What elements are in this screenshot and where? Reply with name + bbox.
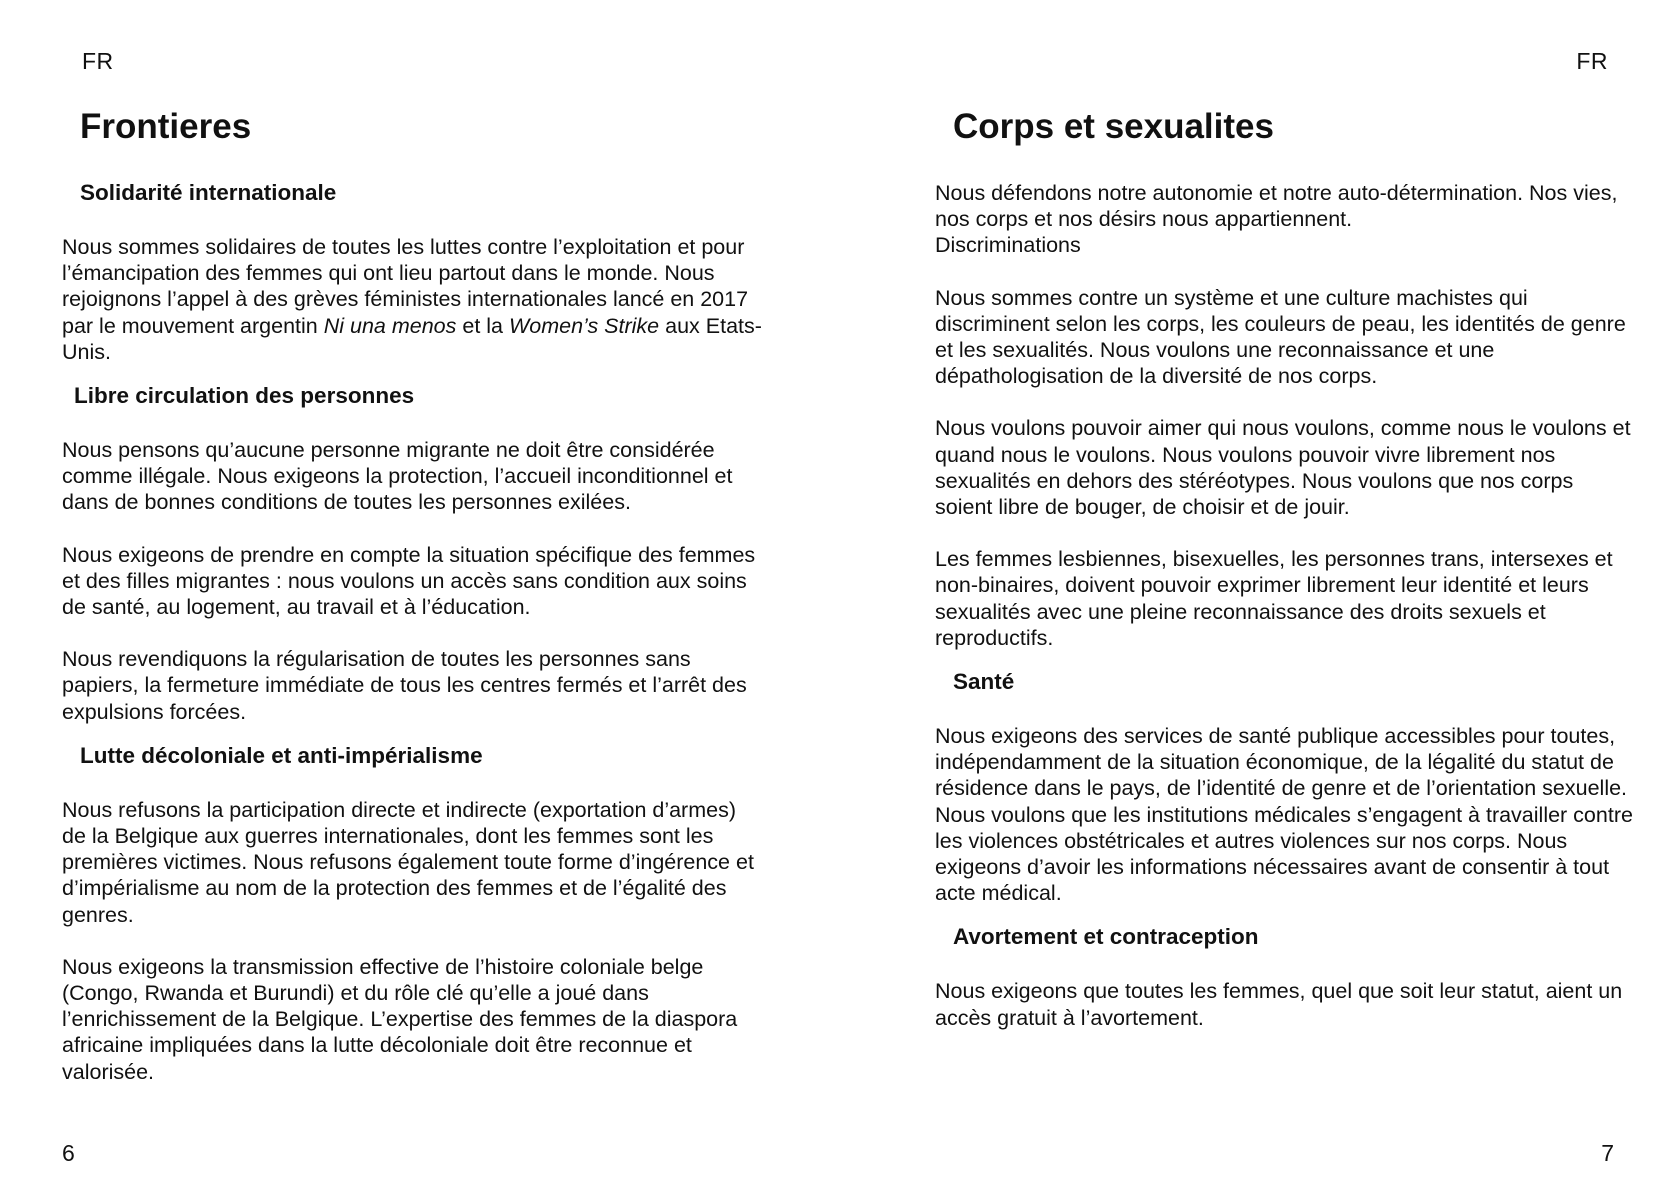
paragraph-discriminations-2: Nous voulons pouvoir aimer qui nous voulons, comme nous le voulons et quand nous le voulons. Nous voulons pouvoir vivre librement nos sexualités en dehors des stéréotypes. Nous voulons que nos corps soient libre de bouger, de choisir et de jouir. (935, 416, 1631, 520)
heading-sante: Santé (953, 669, 1015, 695)
paragraph-decoloniale-2: Nous exigeons la transmission effective de l’histoire coloniale belge (Congo, Rwanda et Burundi) et du rôle clé qu’elle a joué dans l’enrichissement de la Belgique. L’expertise des femmes de la diaspora africaine impliquées dans la lutte décoloniale doit être reconnue et valorisée. (62, 954, 738, 1084)
page-number: 6 (62, 1140, 75, 1166)
page-number: 7 (1601, 1140, 1614, 1166)
inline-heading-discriminations: Discriminations (935, 233, 1081, 258)
heading-solidarite-internationale: Solidarité internationale (80, 180, 337, 205)
heading-libre-circulation: Libre circulation des personnes (74, 383, 415, 409)
paragraph-text: Nous défendons notre autonomie et notre auto-détermination. Nos vies, nos corps et nos désirs nous appartiennent. (935, 181, 1618, 232)
language-label: FR (82, 48, 114, 74)
right-page-content (935, 104, 1635, 1057)
heading-lutte-decoloniale: Lutte décoloniale et anti-impérialisme (80, 742, 483, 768)
paragraph-sante: Nous exigeons des services de santé publique accessibles pour toutes, indépendamment de la situation économique, de la légalité du statut de résidence dans le pays, de l’identité de genre et de l’orientation sexuelle. Nous voulons que les institutions médicales s’engagent à travailler contre les violences obstétricales et autres violences sur nos corps. Nous exigeons d’avoir les informations nécessaires avant de consentir à tout acte médical. (935, 724, 1633, 906)
paragraph-text: aux Etats-Unis. (62, 313, 762, 364)
paragraph-discriminations-3: Les femmes lesbiennes, bisexuelles, les personnes trans, intersexes et non-binaires, doivent pouvoir exprimer librement leur identité et leurs sexualités avec une pleine reconnaissance des droits sexuels et reproductifs. (935, 547, 1613, 650)
paragraph-migrants-1: Nous pensons qu’aucune personne migrante ne doit être considérée comme illégale. Nous exigeons la protection, l’accueil inconditionnel et dans de bonnes conditions de toutes les personnes exilées. (62, 438, 733, 515)
language-label: FR (1576, 48, 1608, 74)
paragraph-migrants-3: Nous revendiquons la régularisation de toutes les personnes sans papiers, la fermeture immédiate de tous les centres fermés et l’arrêt des expulsions forcées. (62, 647, 747, 724)
section-title-frontieres: Frontieres (80, 107, 252, 146)
italic-text-womens-strike: Women’s Strike (508, 313, 660, 338)
paragraph-text: et la (456, 313, 509, 338)
paragraph-migrants-2: Nous exigeons de prendre en compte la situation spécifique des femmes et des filles migrantes : nous voulons un accès sans condition aux soins de santé, au logement, au travail et à l’éducation. (62, 542, 756, 620)
heading-avortement: Avortement et contraception (953, 924, 1259, 950)
paragraph-solidarite (62, 234, 762, 365)
paragraph-intro (935, 180, 1635, 259)
paragraph-decoloniale-1: Nous refusons la participation directe et indirecte (exportation d’armes) de la Belgique aux guerres internationales, dont les femmes sont les premières victimes. Nous refusons également toute forme d’ingérence et d’impérialisme au nom de la protection des femmes et de l’égalité des genres. (62, 797, 754, 927)
paragraph-discriminations-1: Nous sommes contre un système et une culture machistes qui discriminent selon les corps, les couleurs de peau, les identités de genre et les sexualités. Nous voulons une reconnaissance et une dépathologisation de la diversité de nos corps. (935, 285, 1626, 389)
paragraph-text: Nous sommes solidaires de toutes les luttes contre l’exploitation et pour l’émancipation des femmes qui ont lieu partout dans le monde. Nous rejoignons l’appel à des grèves féministes internationales lancé en 2017 par le mouvement argentin (62, 235, 749, 338)
left-page-content (62, 104, 762, 1111)
paragraph-avortement: Nous exigeons que toutes les femmes, quel que soit leur statut, aient un accès gratuit à l’avortement. (935, 979, 1623, 1030)
right-page (839, 0, 1678, 1191)
section-title-corps-sexualites: Corps et sexualites (953, 107, 1274, 146)
italic-text-ni-una-menos: Ni una menos (323, 313, 457, 338)
